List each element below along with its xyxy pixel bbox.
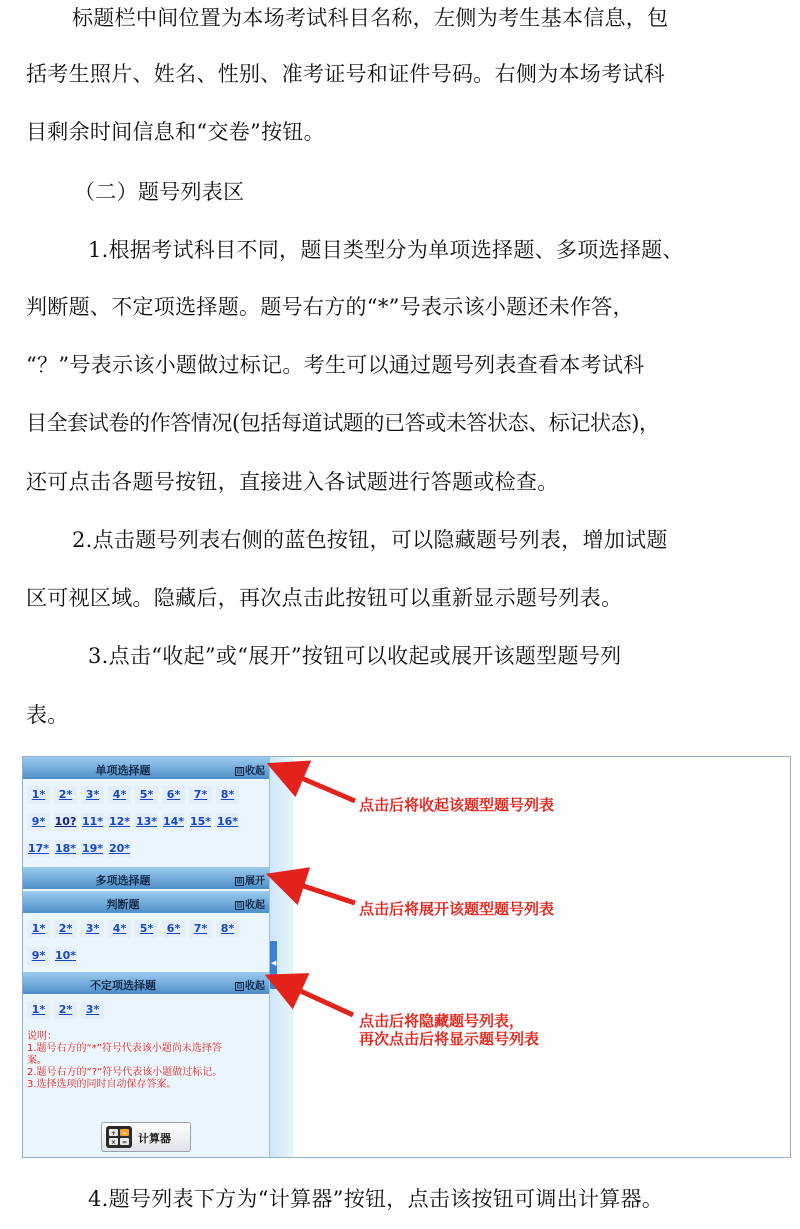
question-number-button[interactable]: 18* xyxy=(54,840,77,858)
question-number-button[interactable]: 2* xyxy=(54,1001,77,1019)
question-number-button[interactable]: 7* xyxy=(189,786,212,804)
chevron-left-icon: ◀ xyxy=(271,959,277,967)
svg-text:=: = xyxy=(121,1139,128,1146)
question-number-button[interactable]: 6* xyxy=(162,920,185,938)
arrow-hide-panel xyxy=(283,983,353,1015)
expand-button[interactable]: ⊞ 展开 xyxy=(236,876,265,887)
question-number-button[interactable]: 16* xyxy=(216,813,239,831)
question-number-button[interactable]: 7* xyxy=(189,920,212,938)
paragraph-line: 区可视区域。隐藏后，再次点击此按钮可以重新显示题号列表。 xyxy=(26,586,623,610)
paragraph-line: 目剩余时间信息和“交卷”按钮。 xyxy=(26,120,325,144)
paragraph-line: “？”号表示该小题做过标记。考生可以通过题号列表查看本考试科 xyxy=(26,353,645,377)
question-number-button[interactable]: 14* xyxy=(162,813,185,831)
paragraph-line: 1.根据考试科目不同，题目类型分为单项选择题、多项选择题、 xyxy=(88,238,684,262)
section-title: 单项选择题 xyxy=(95,764,151,777)
question-number-button[interactable]: 4* xyxy=(108,786,131,804)
svg-text:×: × xyxy=(110,1139,117,1146)
paragraph-line: 还可点击各题号按钮，直接进入各试题进行答题或检查。 xyxy=(26,470,559,494)
question-number-button[interactable]: 12* xyxy=(108,813,131,831)
paragraph-line: 表。 xyxy=(26,703,69,727)
annotation-arrows xyxy=(23,757,790,1157)
paragraph-line: 判断题、不定项选择题。题号右方的“*”号表示该小题还未作答， xyxy=(26,295,634,319)
question-number-button[interactable]: 6* xyxy=(162,786,185,804)
question-number-button[interactable]: 10? xyxy=(54,813,77,831)
section-title: 不定项选择题 xyxy=(90,979,156,992)
question-number-button[interactable]: 13* xyxy=(135,813,158,831)
svg-text:−: − xyxy=(121,1130,128,1137)
arrow-expand xyxy=(285,880,355,903)
calculator-label: 计算器 xyxy=(138,1132,171,1145)
svg-text:+: + xyxy=(110,1130,117,1137)
section-heading: （二）题号列表区 xyxy=(74,180,245,204)
question-number-button[interactable]: 9* xyxy=(27,813,50,831)
question-number-button[interactable]: 5* xyxy=(135,786,158,804)
question-number-button[interactable]: 10* xyxy=(54,947,77,965)
note-line: 说明： xyxy=(27,1031,57,1042)
question-number-button[interactable]: 2* xyxy=(54,786,77,804)
arrow-collapse xyxy=(285,771,355,801)
question-number-button[interactable]: 2* xyxy=(54,920,77,938)
question-number-button[interactable]: 3* xyxy=(81,786,104,804)
annotation-collapse: 点击后将收起该题型题号列表 xyxy=(359,796,555,814)
question-number-button[interactable]: 1* xyxy=(27,1001,50,1019)
paragraph-line: 标题栏中间位置为本场考试科目名称，左侧为考生基本信息，包 xyxy=(72,6,669,30)
collapse-icon: ⊟ xyxy=(236,767,243,775)
collapse-icon: ⊟ xyxy=(236,901,243,909)
collapse-icon: ⊟ xyxy=(236,982,243,990)
question-number-button[interactable]: 17* xyxy=(27,840,50,858)
question-number-button[interactable]: 19* xyxy=(81,840,104,858)
question-number-button[interactable]: 4* xyxy=(108,920,131,938)
note-line: 3.选择选项的同时自动保存答案。 xyxy=(27,1079,177,1090)
note-line: 1.题号右方的“*”符号代表该小题尚未选择答 xyxy=(27,1043,222,1054)
section-title: 判断题 xyxy=(106,898,140,911)
question-number-button[interactable]: 8* xyxy=(216,920,239,938)
question-number-button[interactable]: 3* xyxy=(81,1001,104,1019)
note-line: 案。 xyxy=(27,1055,47,1066)
question-number-button[interactable]: 5* xyxy=(135,920,158,938)
section-title: 多项选择题 xyxy=(95,874,151,887)
question-number-button[interactable]: 20* xyxy=(108,840,131,858)
question-number-button[interactable]: 3* xyxy=(81,920,104,938)
paragraph-line: 目全套试卷的作答情况(包括每道试题的已答或未答状态、标记状态)， xyxy=(26,411,660,435)
question-number-button[interactable]: 15* xyxy=(189,813,212,831)
question-number-button[interactable]: 9* xyxy=(27,947,50,965)
paragraph-line: 括考生照片、姓名、性别、准考证号和证件号码。右侧为本场考试科 xyxy=(26,62,665,86)
annotation-hide-panel: 点击后将隐藏题号列表， xyxy=(359,1012,525,1030)
annotation-expand: 点击后将展开该题型题号列表 xyxy=(359,900,555,918)
question-number-button[interactable]: 1* xyxy=(27,920,50,938)
note-line: 2.题号右方的“?”符号代表该小题做过标记。 xyxy=(27,1067,223,1078)
question-list-screenshot xyxy=(22,756,791,1158)
question-number-button[interactable]: 1* xyxy=(27,786,50,804)
annotation-show-panel: 再次点击后将显示题号列表 xyxy=(359,1030,540,1048)
paragraph-line: 4.题号列表下方为“计算器”按钮，点击该按钮可调出计算器。 xyxy=(88,1187,664,1211)
collapse-button[interactable]: ⊟ 收起 xyxy=(236,900,265,911)
collapse-button[interactable]: ⊟ 收起 xyxy=(236,981,265,992)
question-number-button[interactable]: 8* xyxy=(216,786,239,804)
paragraph-line: 3.点击“收起”或“展开”按钮可以收起或展开该题型题号列 xyxy=(88,644,622,668)
paragraph-line: 2.点击题号列表右侧的蓝色按钮，可以隐藏题号列表，增加试题 xyxy=(72,528,668,552)
expand-icon: ⊞ xyxy=(236,877,243,885)
collapse-button[interactable]: ⊟ 收起 xyxy=(236,766,265,777)
question-number-button[interactable]: 11* xyxy=(81,813,104,831)
